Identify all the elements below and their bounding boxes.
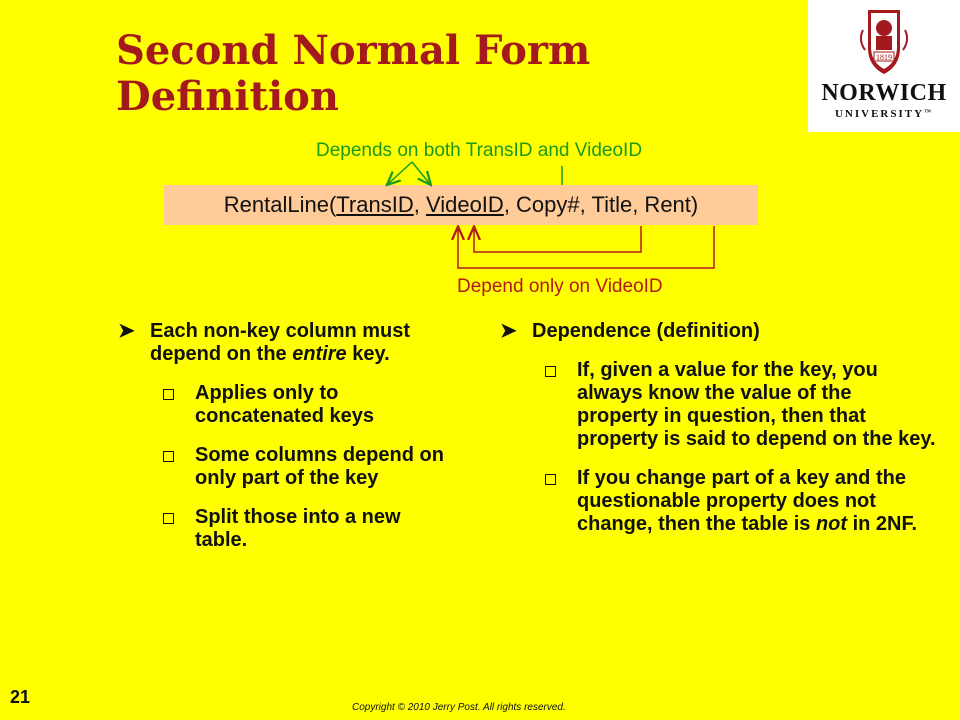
square-bullet-icon [163,513,174,524]
right-column [500,320,940,536]
red-dependency-arrows [458,226,714,268]
key-transid: TransID [336,192,414,217]
logo-name-line-1: NORWICH [821,80,947,106]
right-sub-bullet-2: If you change part of a key and the questionable property does not change, then the table is not in 2NF. [545,467,937,536]
copyright-notice: Copyright © 2010 Jerry Post. All rights reserved. [352,702,566,713]
arrow-bullet-icon: ➤ [500,320,517,342]
left-main-bullet: ➤ Each non-key column must depend on the entire key. [118,320,411,365]
square-bullet-icon [545,366,556,377]
square-bullet-icon [545,474,556,485]
left-column [118,320,458,552]
left-sub-bullet-2: Some columns depend on only part of the key [163,444,458,490]
key-videoid: VideoID [425,192,504,217]
title-line-2: Definition [116,73,339,120]
green-dependency-arrows [388,162,562,185]
right-main-bullet: ➤ Dependence (definition) [500,320,760,342]
slide-number: 21 [10,687,31,707]
svg-text:1819: 1819 [876,53,892,62]
square-bullet-icon [163,389,174,400]
logo-name-line-2: UNIVERSITY™ [834,108,934,120]
depends-on-both-label: Depends on both TransID and VideoID [316,140,643,161]
left-sub-bullet-1: Applies only to concatenated keys [163,382,458,428]
right-sub-bullet-1: If, given a value for the key, you always know the value of the property in question, then that property is said to depend on the key. [545,359,937,451]
arrow-bullet-icon: ➤ [118,320,135,342]
relation-schema-box: RentalLine(TransID, VideoID, Copy#, Title, Rent) [164,185,758,225]
depend-only-label: Depend only on VideoID [457,276,663,297]
left-sub-bullet-3: Split those into a new table. [163,506,458,552]
title-line-1: Second Normal Form [116,27,591,74]
square-bullet-icon [163,451,174,462]
